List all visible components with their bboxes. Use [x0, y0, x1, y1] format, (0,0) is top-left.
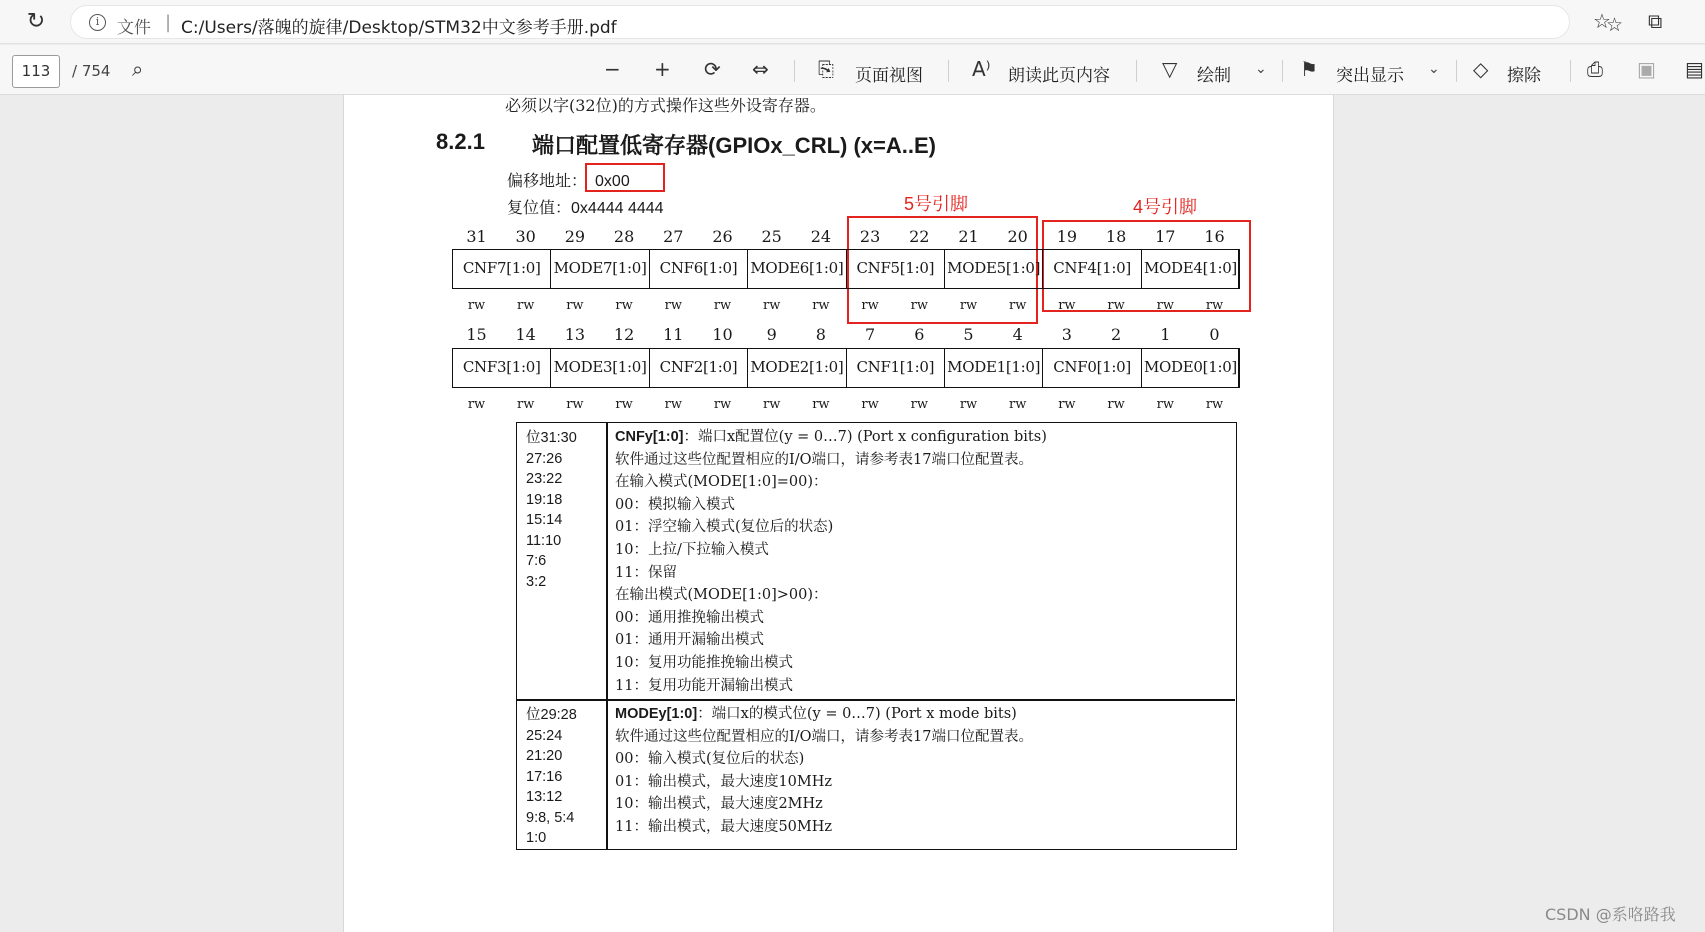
bit-number: 3	[1061, 325, 1072, 344]
collections-icon[interactable]: ⧉	[1648, 9, 1663, 33]
access-type: rw	[812, 397, 830, 412]
description-line: 10：输出模式，最大速度2MHz	[615, 796, 823, 813]
description-line: 01：浮空输入模式(复位后的状态)	[615, 519, 834, 536]
bit-number: 9	[766, 325, 777, 344]
access-type: rw	[1156, 397, 1174, 412]
bit-position: 25:24	[526, 727, 563, 744]
page-number-input[interactable]: 113	[12, 55, 60, 88]
url-text[interactable]: C:/Users/落魄的旋律/Desktop/STM32中文参考手册.pdf	[181, 18, 617, 38]
address-bar	[0, 0, 1705, 44]
bit-number: 7	[865, 325, 876, 344]
register-field: CNF2[1:0]	[649, 348, 747, 388]
bit-position: 位31:30	[526, 430, 577, 446]
url-separator: |	[165, 12, 172, 33]
description-line: 在输入模式(MODE[1:0]=00)：	[615, 474, 828, 491]
bit-number: 10	[712, 325, 733, 344]
access-type: rw	[566, 298, 584, 313]
toolbar-divider	[794, 60, 795, 82]
bit-position: 7:6	[526, 553, 547, 569]
bit-position: 27:26	[526, 450, 563, 467]
bit-position: 13:12	[526, 789, 563, 805]
bit-number: 19	[1056, 227, 1078, 246]
table-column-divider	[606, 423, 608, 849]
fit-width-icon[interactable]: ⇔	[752, 57, 769, 81]
access-type: rw	[1156, 298, 1174, 313]
bit-position: 21:20	[526, 748, 563, 764]
bit-number: 8	[815, 325, 826, 344]
bit-number: 2	[1111, 325, 1122, 344]
access-type: rw	[1009, 298, 1027, 313]
bit-position: 1:0	[526, 830, 547, 846]
highlight-button[interactable]: 突出显示	[1336, 66, 1404, 86]
bit-number: 26	[712, 227, 733, 246]
description-line: 在输出模式(MODE[1:0]>00)：	[615, 587, 828, 604]
access-type: rw	[566, 397, 584, 412]
access-type: rw	[1205, 397, 1224, 412]
description-line: 00：通用推挽输出模式	[615, 609, 764, 626]
draw-dropdown-chevron-icon[interactable]: ⌄	[1255, 61, 1267, 77]
pin4-annotation: 4号引脚	[1133, 197, 1198, 217]
mode-bit-positions	[526, 705, 577, 849]
access-type: rw	[664, 397, 682, 412]
bit-number: 20	[1007, 227, 1028, 246]
access-type: rw	[1205, 298, 1224, 313]
description-line: 01：通用开漏输出模式	[615, 632, 764, 649]
erase-button[interactable]: 擦除	[1507, 66, 1541, 86]
register-field: CNF7[1:0]	[452, 249, 550, 289]
cnf-description	[615, 426, 1047, 697]
description-line: 10：上拉/下拉输入模式	[615, 541, 769, 558]
page-view-button[interactable]: 页面视图	[855, 66, 923, 86]
bit-number: 0	[1209, 325, 1220, 344]
section-title: 端口配置低寄存器(GPIOx_CRL) (x=A..E)	[532, 133, 936, 158]
pin5-annotation: 5号引脚	[904, 194, 969, 214]
access-type: rw	[1107, 397, 1125, 412]
url-field[interactable]	[70, 5, 1624, 39]
bit-number: 4	[1012, 325, 1023, 344]
reset-line	[507, 195, 664, 218]
reset-label: 复位值：	[507, 198, 572, 217]
bit-number: 28	[613, 227, 635, 246]
bit-position: 19:18	[526, 491, 563, 508]
access-type: rw	[664, 298, 682, 313]
access-type: rw	[763, 397, 781, 412]
register-field: MODE7[1:0]	[550, 249, 648, 289]
draw-button[interactable]: 绘制	[1197, 66, 1231, 86]
intro-text: 必须以字(32位)的方式操作这些外设寄存器。	[505, 96, 826, 115]
csdn-watermark: CSDN @系咯路我	[1545, 905, 1676, 924]
description-line: 11：输出模式，最大速度50MHz	[615, 818, 833, 835]
access-type: rw	[713, 298, 732, 313]
access-type: rw	[959, 397, 978, 412]
register-field: CNF1[1:0]	[846, 348, 944, 388]
register-field: MODE2[1:0]	[747, 348, 845, 388]
highlight-icon[interactable]: ⚑	[1300, 57, 1318, 81]
bit-number: 31	[466, 227, 487, 246]
bit-description-table	[516, 422, 1237, 850]
bit-position: 位29:28	[526, 707, 577, 723]
description-line: 11：复用功能开漏输出模式	[615, 677, 793, 694]
cnf-title	[615, 426, 1047, 449]
favorites-icon[interactable]: ☆	[1593, 9, 1611, 33]
register-field: CNF5[1:0]	[846, 249, 944, 289]
offset-highlight-box	[585, 163, 665, 192]
mode-description	[615, 703, 1033, 839]
description-line: 软件通过这些位配置相应的I/O端口，请参考表17端口位配置表。	[615, 728, 1033, 745]
read-aloud-icon[interactable]: A⁾	[972, 57, 991, 81]
register-field: MODE4[1:0]	[1141, 249, 1239, 289]
bit-number: 25	[761, 227, 782, 246]
bit-number: 23	[859, 227, 881, 246]
toolbar-divider	[1282, 60, 1283, 82]
rotate-icon[interactable]: ⟳	[704, 57, 721, 81]
bit-number: 1	[1160, 325, 1171, 344]
description-line: 00：输入模式(复位后的状态)	[615, 751, 805, 768]
description-line: 01：输出模式，最大速度10MHz	[615, 773, 833, 790]
access-type: rw	[713, 397, 732, 412]
register-field: MODE5[1:0]	[944, 249, 1042, 289]
bit-position: 9:8, 5:4	[526, 809, 575, 826]
section-number: 8.2.1	[436, 129, 485, 154]
register-row-end	[1238, 249, 1240, 289]
bit-number: 21	[958, 227, 979, 246]
access-type: rw	[517, 397, 535, 412]
register-field: CNF6[1:0]	[649, 249, 747, 289]
draw-icon[interactable]: ▽	[1162, 57, 1178, 81]
access-type: rw	[861, 397, 879, 412]
zoom-out-icon[interactable]: −	[604, 57, 621, 81]
toolbar-divider	[1456, 60, 1457, 82]
refresh-icon[interactable]: ↻	[26, 9, 46, 34]
register-field: MODE3[1:0]	[550, 348, 648, 388]
description-line: 软件通过这些位配置相应的I/O端口，请参考表17端口位配置表。	[615, 451, 1033, 468]
toolbar-divider	[1136, 60, 1137, 82]
access-type: rw	[467, 298, 486, 313]
bit-position: 23:22	[526, 471, 563, 487]
print-icon[interactable]: ⎙	[1587, 57, 1603, 81]
add-favorite-icon[interactable]: ☆	[1606, 14, 1624, 36]
cnf-bit-positions	[526, 428, 577, 592]
register-field: MODE6[1:0]	[747, 249, 845, 289]
eraser-icon[interactable]: ◇	[1473, 57, 1489, 81]
access-type: rw	[1009, 397, 1027, 412]
access-type: rw	[1058, 298, 1076, 313]
access-type: rw	[615, 298, 633, 313]
bit-number: 15	[466, 325, 487, 344]
bit-number: 24	[810, 227, 832, 246]
mode-title-bold: MODEy[1:0]	[615, 706, 698, 722]
save-icon[interactable]: ▣	[1637, 57, 1656, 81]
bit-number: 29	[564, 227, 586, 246]
toolbar-divider	[948, 60, 949, 82]
toolbar-divider	[1570, 60, 1571, 82]
bit-number: 18	[1105, 227, 1127, 246]
bit-number: 22	[909, 227, 930, 246]
cnf-title-rest: ：端口x配置位(y = 0…7) (Port x configuration bits)	[683, 429, 1047, 445]
zoom-in-icon[interactable]: +	[654, 57, 671, 81]
bit-number: 14	[515, 325, 536, 344]
pdf-toolbar	[0, 45, 1705, 95]
reset-value: 0x4444 4444	[571, 200, 664, 217]
offset-label: 偏移地址：	[507, 171, 588, 190]
access-type: rw	[910, 397, 928, 412]
bit-position: 15:14	[526, 512, 563, 528]
description-line: 11：保留	[615, 564, 677, 581]
search-icon[interactable]: ⌕	[132, 57, 144, 81]
access-type: rw	[910, 298, 928, 313]
page-total: / 754	[72, 62, 111, 80]
bit-number: 5	[963, 325, 974, 344]
bit-position: 3:2	[526, 573, 547, 590]
bit-number: 30	[515, 227, 536, 246]
access-type: rw	[467, 397, 486, 412]
offset-value: 0x00	[595, 173, 630, 190]
register-field: MODE0[1:0]	[1141, 348, 1239, 388]
access-type: rw	[1058, 397, 1076, 412]
bit-number: 12	[613, 325, 635, 344]
access-type: rw	[615, 397, 633, 412]
info-icon[interactable]: i	[89, 14, 106, 31]
register-field: CNF4[1:0]	[1042, 249, 1140, 289]
mode-title	[615, 703, 1033, 726]
bit-number: 11	[663, 325, 684, 344]
table-row-divider	[517, 699, 1235, 701]
bit-number: 27	[663, 227, 684, 246]
bit-number: 16	[1204, 227, 1225, 246]
access-type: rw	[861, 298, 879, 313]
access-type: rw	[517, 298, 535, 313]
mode-title-rest: ：端口x的模式位(y = 0…7) (Port x mode bits)	[697, 706, 1017, 722]
bit-number: 6	[914, 325, 925, 344]
access-type: rw	[763, 298, 781, 313]
description-line: 10：复用功能推挽输出模式	[615, 654, 793, 671]
page-view-icon[interactable]: ⎘	[818, 57, 834, 81]
bit-number: 17	[1155, 227, 1176, 246]
cnf-title-bold: CNFy[1:0]	[615, 429, 684, 445]
read-aloud-button[interactable]: 朗读此页内容	[1008, 66, 1110, 86]
save-as-icon[interactable]: ▤	[1685, 57, 1704, 81]
register-field: CNF3[1:0]	[452, 348, 550, 388]
description-line: 00：模拟输入模式	[615, 496, 735, 513]
register-row-end	[1238, 348, 1240, 388]
bit-position: 17:16	[526, 768, 563, 785]
highlight-dropdown-chevron-icon[interactable]: ⌄	[1428, 61, 1440, 77]
register-field: MODE1[1:0]	[944, 348, 1042, 388]
bit-number: 13	[564, 325, 586, 344]
file-label: 文件	[117, 18, 151, 38]
access-type: rw	[1107, 298, 1125, 313]
access-type: rw	[959, 298, 978, 313]
register-field: CNF0[1:0]	[1042, 348, 1140, 388]
access-type: rw	[812, 298, 830, 313]
bit-position: 11:10	[526, 532, 562, 549]
